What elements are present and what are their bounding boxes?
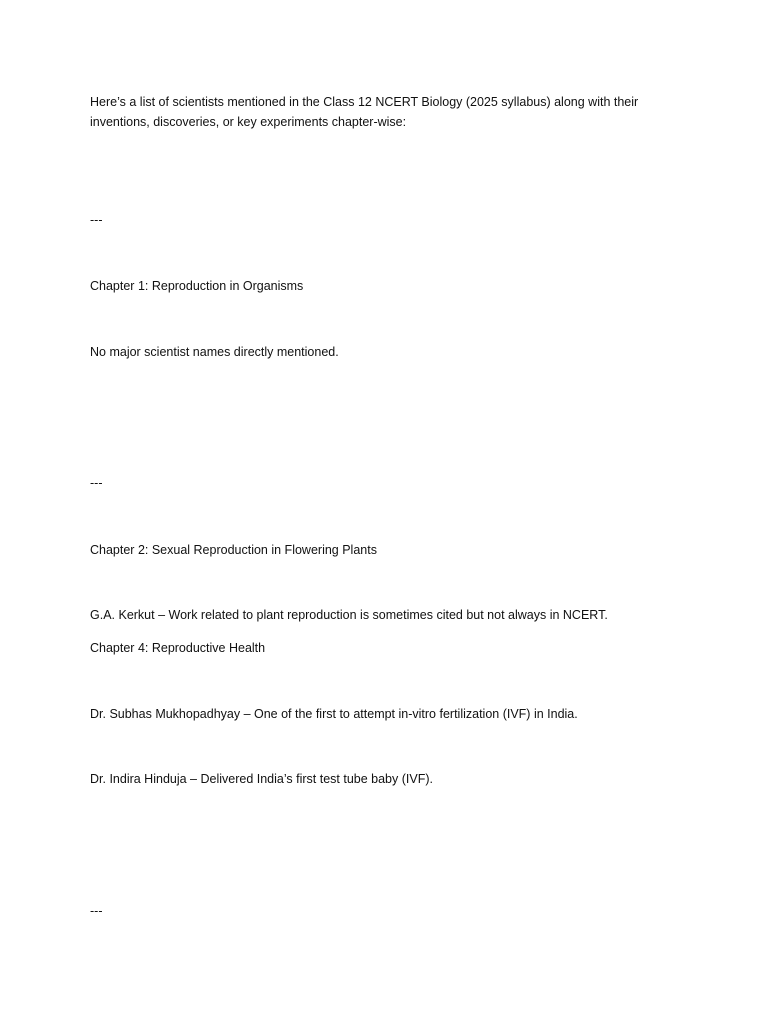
section-separator: --- (90, 213, 103, 227)
section-separator: --- (90, 476, 103, 490)
chapter-2-scientist-entry: G.A. Kerkut – Work related to plant reproduction is sometimes cited but not always in NCERT. (90, 608, 608, 622)
chapter-2-heading: Chapter 2: Sexual Reproduction in Flowering Plants (90, 543, 377, 557)
section-separator: --- (90, 904, 103, 918)
chapter-1-note: No major scientist names directly mentioned. (90, 345, 339, 359)
chapter-1-heading: Chapter 1: Reproduction in Organisms (90, 279, 304, 293)
chapter-4-scientist-entry: Dr. Subhas Mukhopadhyay – One of the first to attempt in-vitro fertilization (IVF) in India. (90, 707, 578, 721)
chapter-4-heading: Chapter 4: Reproductive Health (90, 641, 266, 655)
intro-paragraph: Here’s a list of scientists mentioned in the Class 12 NCERT Biology (2025 syllabus) along with their inventions, discoveries, or key experiments chapter-wise: (90, 95, 639, 129)
chapter-4-scientist-entry: Dr. Indira Hinduja – Delivered India’s first test tube baby (IVF). (90, 772, 433, 786)
